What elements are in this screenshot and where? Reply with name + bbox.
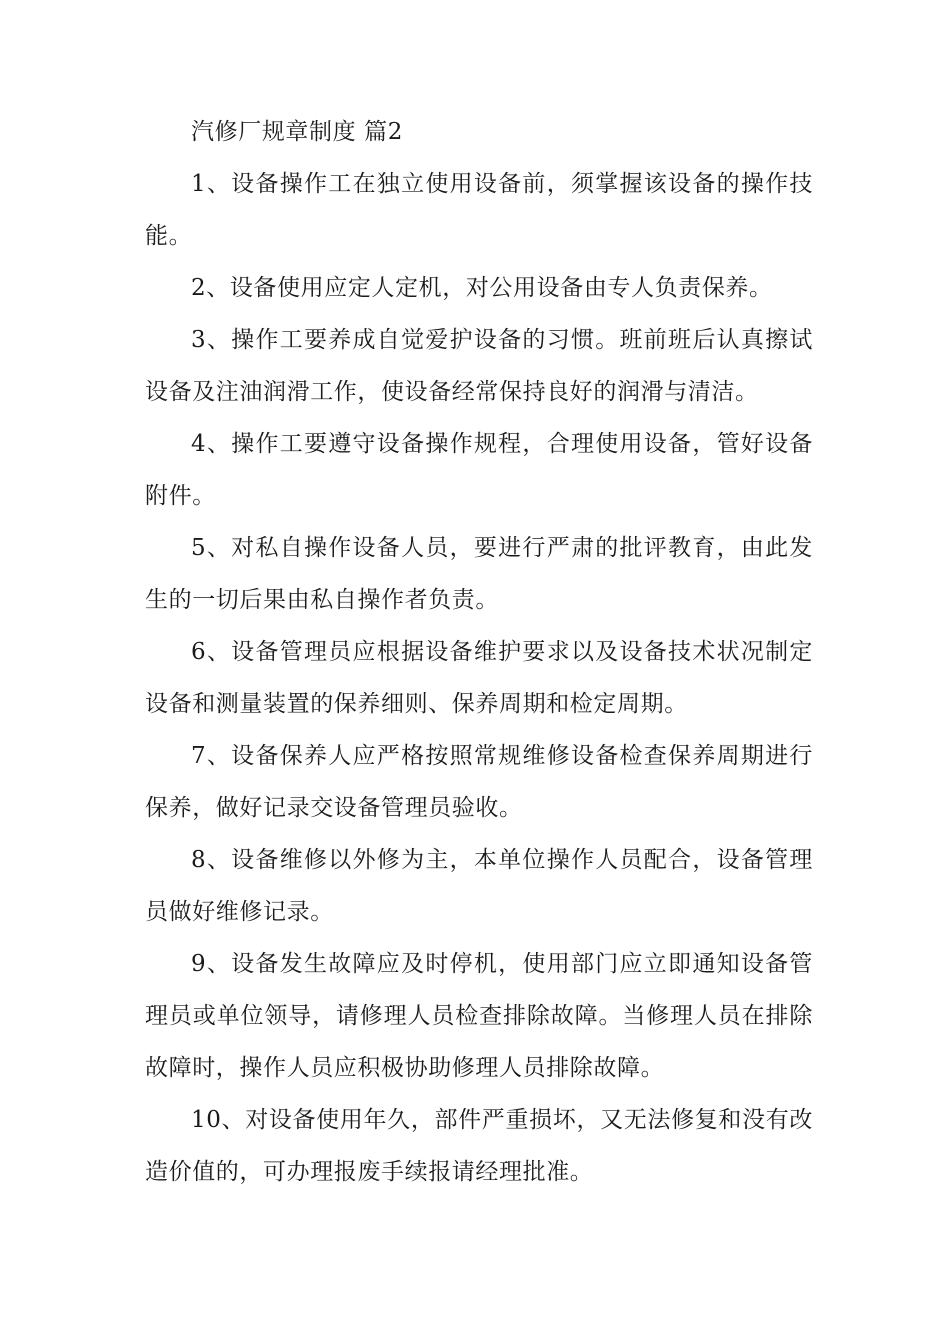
rule-paragraph-3: 3、操作工要养成自觉爱护设备的习惯。班前班后认真擦试设备及注油润滑工作，使设备经常保持良好的润滑与清洁。 xyxy=(145,327,813,405)
rule-paragraph-5: 5、对私自操作设备人员，要进行严肃的批评教育，由此发生的一切后果由私自操作者负责。 xyxy=(145,535,813,613)
rule-paragraph-7: 7、设备保养人应严格按照常规维修设备检查保养周期进行保养，做好记录交设备管理员验收。 xyxy=(145,743,813,821)
rule-paragraph-9: 9、设备发生故障应及时停机，使用部门应立即通知设备管理员或单位领导，请修理人员检查排除故障。当修理人员在排除故障时，操作人员应积极协助修理人员排除故障。 xyxy=(145,951,813,1081)
rule-paragraph-10: 10、对设备使用年久，部件严重损坏，又无法修复和没有改造价值的，可办理报废手续报请经理批准。 xyxy=(145,1107,813,1185)
rule-paragraph-1: 1、设备操作工在独立使用设备前，须掌握该设备的操作技能。 xyxy=(145,171,813,249)
document-title: 汽修厂规章制度 篇2 xyxy=(191,119,403,145)
rule-paragraph-6: 6、设备管理员应根据设备维护要求以及设备技术状况制定设备和测量装置的保养细则、保养周期和检定周期。 xyxy=(145,639,813,717)
document-body xyxy=(145,106,813,1198)
rule-paragraph-2: 2、设备使用应定人定机，对公用设备由专人负责保养。 xyxy=(191,275,773,301)
rule-paragraph-4: 4、操作工要遵守设备操作规程，合理使用设备，管好设备附件。 xyxy=(145,431,813,509)
rule-paragraph-8: 8、设备维修以外修为主，本单位操作人员配合，设备管理员做好维修记录。 xyxy=(145,847,813,925)
